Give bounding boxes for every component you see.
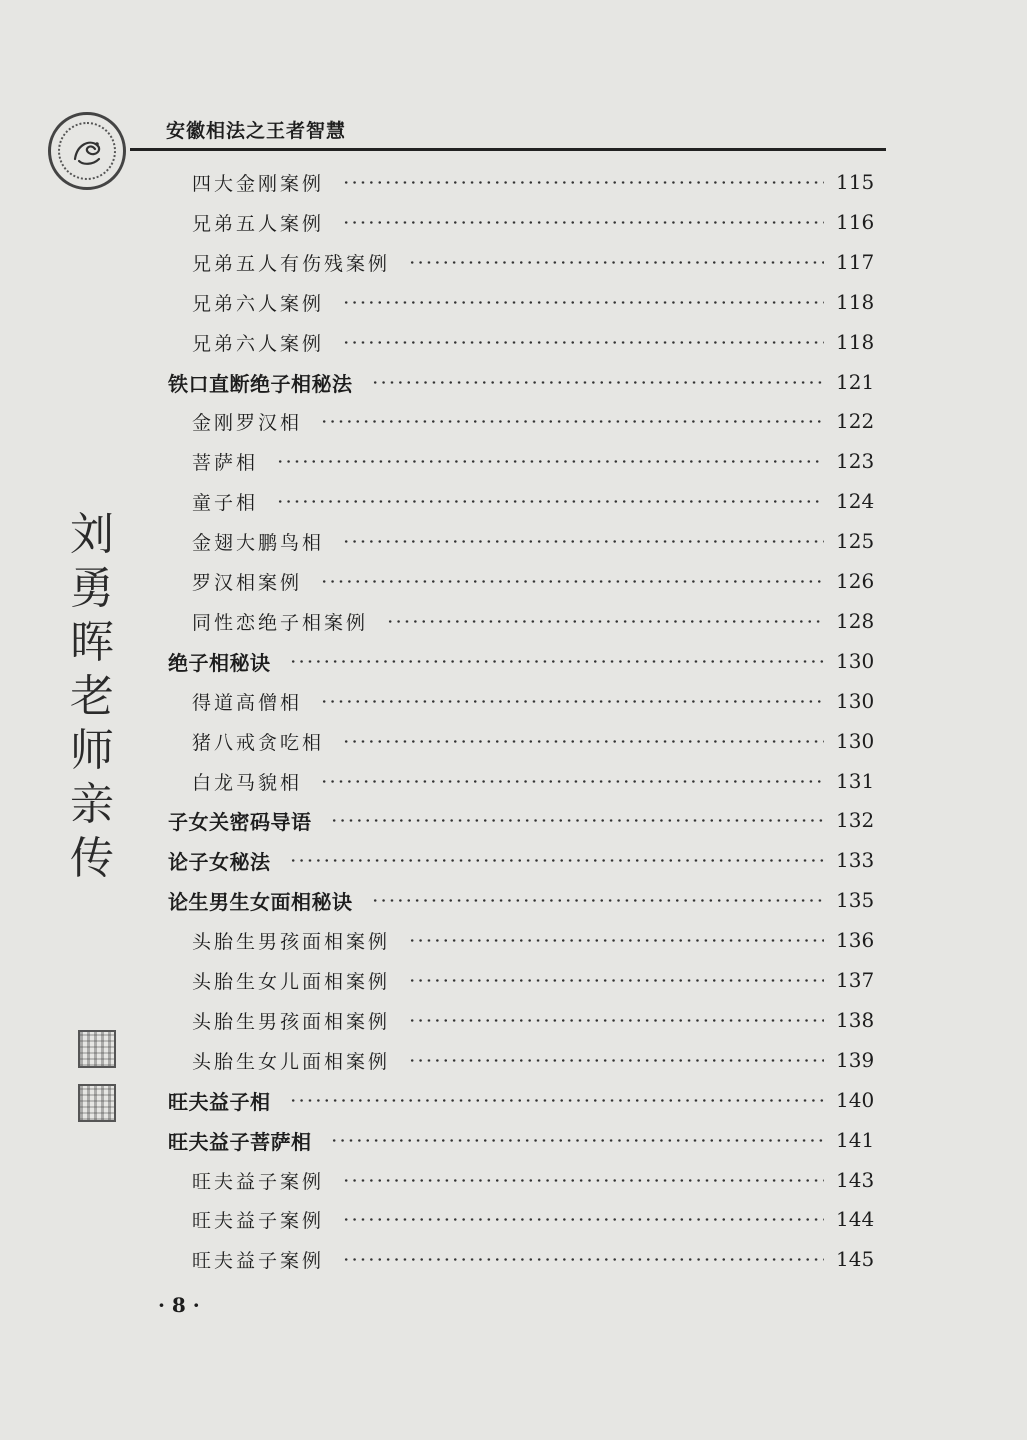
toc-entry[interactable]	[168, 1120, 875, 1160]
calligraphy-char: 亲	[70, 779, 114, 830]
calligraphy-char: 师	[70, 725, 114, 776]
toc-entry[interactable]	[192, 561, 875, 601]
toc-entry-page: 118	[836, 330, 875, 354]
toc-entry-page: 132	[836, 808, 875, 832]
toc-entry[interactable]	[192, 282, 875, 322]
toc-entry[interactable]	[192, 441, 875, 481]
toc-entry-title: 论子女秘法	[168, 849, 271, 874]
toc-leader-dots	[371, 899, 825, 902]
toc-entry-page: 122	[836, 409, 875, 433]
toc-entry-title: 四大金刚案例	[192, 172, 325, 195]
toc-entry[interactable]	[192, 761, 875, 801]
toc-entry-page: 131	[836, 769, 875, 793]
toc-entry[interactable]	[192, 1199, 875, 1239]
toc-entry-page: 139	[836, 1048, 875, 1072]
toc-entry-page: 121	[836, 370, 875, 394]
toc-entry-page: 124	[836, 489, 875, 513]
toc-entry[interactable]	[168, 641, 875, 681]
toc-entry-page: 117	[836, 250, 875, 274]
toc-entry[interactable]	[192, 481, 875, 521]
toc-leader-dots	[342, 740, 824, 743]
calligraphy-char: 刘	[70, 509, 114, 560]
toc-entry-title: 金刚罗汉相	[192, 411, 303, 434]
seal-stamp-icon	[78, 1030, 116, 1068]
toc-leader-dots	[289, 859, 825, 862]
toc-leader-dots	[386, 620, 824, 623]
toc-entry-page: 144	[836, 1207, 875, 1231]
toc-entry-title: 旺夫益子相	[168, 1089, 271, 1114]
toc-leader-dots	[408, 939, 824, 942]
toc-entry-title: 菩萨相	[192, 451, 259, 474]
toc-entry[interactable]	[168, 800, 875, 840]
toc-entry[interactable]	[192, 202, 875, 242]
toc-leader-dots	[320, 420, 824, 423]
toc-entry-title: 兄弟六人案例	[192, 292, 325, 315]
toc-entry-page: 115	[836, 170, 875, 194]
toc-entry-page: 143	[836, 1168, 875, 1192]
calligraphy-char: 老	[70, 671, 114, 722]
toc-entry[interactable]	[168, 840, 875, 880]
toc-entry-title: 头胎生女儿面相案例	[192, 1050, 391, 1073]
toc-leader-dots	[408, 261, 824, 264]
page-number: · 8 ·	[158, 1293, 200, 1317]
toc-entry-page: 130	[836, 729, 875, 753]
toc-entry-title: 得道高僧相	[192, 691, 303, 714]
toc-entry-title: 兄弟五人案例	[192, 212, 325, 235]
calligraphy-char: 晖	[70, 617, 114, 668]
calligraphy-char: 勇	[70, 563, 114, 614]
toc-entry[interactable]	[192, 322, 875, 362]
toc-entry-title: 童子相	[192, 491, 259, 514]
toc-leader-dots	[342, 301, 824, 304]
seal-stamp-icon	[78, 1084, 116, 1122]
toc-entry[interactable]	[192, 1040, 875, 1080]
toc-entry-page: 145	[836, 1247, 875, 1271]
toc-leader-dots	[320, 780, 824, 783]
vertical-calligraphy	[64, 508, 120, 886]
toc-entry-page: 136	[836, 928, 875, 952]
toc-leader-dots	[289, 1099, 825, 1102]
toc-entry-page: 130	[836, 649, 875, 673]
toc-leader-dots	[342, 540, 824, 543]
toc-leader-dots	[342, 1179, 824, 1182]
header-rule	[130, 148, 886, 151]
toc-entry-title: 金翅大鹏鸟相	[192, 531, 325, 554]
toc-leader-dots	[320, 700, 824, 703]
toc-entry-title: 头胎生女儿面相案例	[192, 970, 391, 993]
toc-entry[interactable]	[168, 1080, 875, 1120]
toc-leader-dots	[276, 500, 824, 503]
toc-entry-title: 头胎生男孩面相案例	[192, 1010, 391, 1033]
toc-entry-title: 旺夫益子案例	[192, 1170, 325, 1193]
toc-entry-title: 旺夫益子菩萨相	[168, 1129, 312, 1154]
toc-entry[interactable]	[192, 162, 875, 202]
toc-leader-dots	[408, 1019, 824, 1022]
toc-leader-dots	[289, 660, 825, 663]
toc-leader-dots	[408, 979, 824, 982]
toc-entry[interactable]	[192, 721, 875, 761]
toc-entry[interactable]	[192, 681, 875, 721]
toc-entry-page: 123	[836, 449, 875, 473]
toc-entry-title: 兄弟五人有伤残案例	[192, 252, 391, 275]
toc-entry-title: 绝子相秘诀	[168, 650, 271, 675]
toc-entry-title: 罗汉相案例	[192, 571, 303, 594]
toc-entry[interactable]	[192, 1239, 875, 1279]
toc-leader-dots	[342, 181, 824, 184]
toc-entry[interactable]	[192, 601, 875, 641]
toc-leader-dots	[342, 1258, 824, 1261]
toc-entry-page: 135	[836, 888, 875, 912]
toc-entry[interactable]	[192, 920, 875, 960]
toc-leader-dots	[371, 381, 825, 384]
toc-entry[interactable]	[192, 521, 875, 561]
toc-entry-page: 133	[836, 848, 875, 872]
toc-entry[interactable]	[192, 960, 875, 1000]
toc-entry-title: 论生男生女面相秘诀	[168, 889, 353, 914]
toc-entry-title: 旺夫益子案例	[192, 1209, 325, 1232]
toc-entry-title: 子女关密码导语	[168, 809, 312, 834]
calligraphy-char: 传	[70, 833, 114, 884]
toc-entry-title: 兄弟六人案例	[192, 332, 325, 355]
toc-entry-page: 137	[836, 968, 875, 992]
toc-leader-dots	[342, 341, 824, 344]
toc-entry[interactable]	[192, 401, 875, 441]
toc-entry-title: 头胎生男孩面相案例	[192, 930, 391, 953]
toc-entry-title: 白龙马貌相	[192, 771, 303, 794]
toc-leader-dots	[342, 221, 824, 224]
toc-entry-page: 126	[836, 569, 875, 593]
toc-entry-title: 猪八戒贪吃相	[192, 731, 325, 754]
toc-entry-title: 旺夫益子案例	[192, 1249, 325, 1272]
toc-leader-dots	[342, 1218, 824, 1221]
toc-leader-dots	[330, 819, 825, 822]
toc-entry-title: 同性恋绝子相案例	[192, 611, 369, 634]
toc-entry-page: 130	[836, 689, 875, 713]
toc-entry-page: 138	[836, 1008, 875, 1032]
toc-entry-page: 118	[836, 290, 875, 314]
toc-leader-dots	[330, 1139, 825, 1142]
toc-leader-dots	[320, 580, 824, 583]
toc-entry-page: 116	[836, 210, 875, 234]
dragon-emblem-icon	[48, 112, 126, 190]
toc-entry[interactable]	[168, 362, 875, 402]
toc-leader-dots	[408, 1059, 824, 1062]
toc-leader-dots	[276, 460, 824, 463]
running-header-title: 安徽相法之王者智慧	[166, 120, 347, 142]
toc-entry-page: 125	[836, 529, 875, 553]
toc-entry-title: 铁口直断绝子相秘法	[168, 371, 353, 396]
toc-entry-page: 128	[836, 609, 875, 633]
toc-entry[interactable]	[192, 242, 875, 282]
toc-entry[interactable]	[192, 1000, 875, 1040]
toc-entry-page: 141	[836, 1128, 875, 1152]
toc-entry-page: 140	[836, 1088, 875, 1112]
toc-entry[interactable]	[168, 880, 875, 920]
toc-entry[interactable]	[192, 1160, 875, 1200]
